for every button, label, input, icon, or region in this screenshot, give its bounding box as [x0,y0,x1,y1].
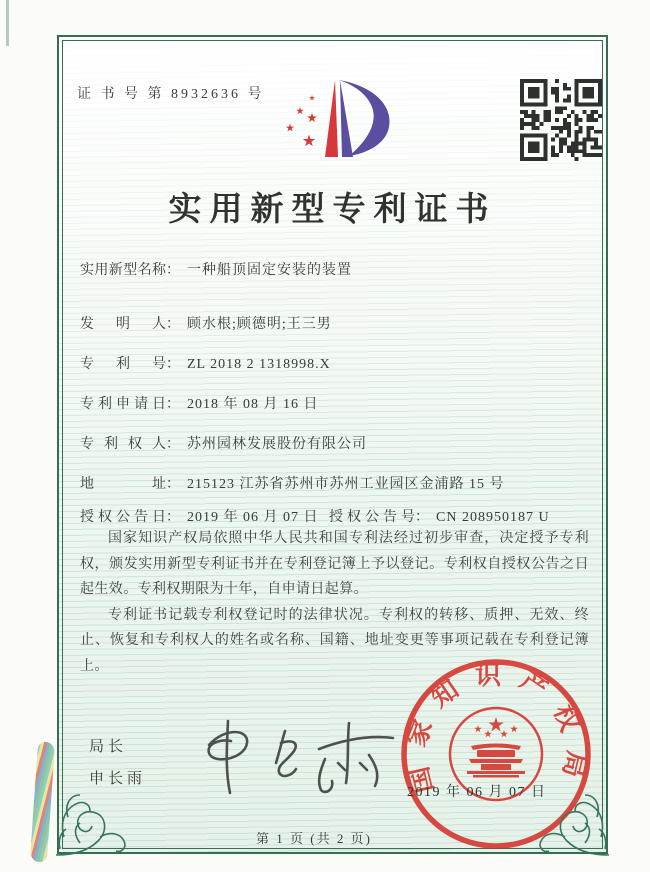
field-filing-date: 专利申请日： 2018 年 08 月 16 日 [80,393,319,413]
field-value: 一种船顶固定安装的装置 [187,263,352,278]
certificate-number: 证 书 号 第 8932636 号 [77,87,265,102]
signature-icon [197,713,417,808]
patent-certificate [57,35,608,854]
seal-date: 2019 年 06 月 07 日 [407,785,547,800]
legal-paragraph-1: 国家知识产权局依照中华人民共和国专利法经过初步审查，决定授予专利权，颁发实用新型专利证书并在专利登记簿上予以登记。专利权自授权公告之日起生效。专利权期限为十年，自申请日起算。 [80,531,589,597]
field-label: 专利权人 [80,437,166,452]
field-label: 发明人 [80,317,166,332]
field-label: 专利号 [80,357,166,372]
certificate-title: 实用新型专利证书 [168,192,497,228]
field-value: 顾水根;顾德明;王三男 [187,317,332,332]
field-value: 2019 年 06 月 07 日 [187,510,319,525]
field-grant-publication-number: 授权公告号： CN 208950187 U [329,506,550,526]
field-value: CN 208950187 U [436,510,550,525]
corner-flourish-icon [54,771,144,857]
field-value: 苏州园林发展股份有限公司 [187,437,367,452]
field-label: 专利申请日 [80,397,166,412]
field-patent-number: 专利号： ZL 2018 2 1318998.X [80,353,331,373]
commissioner-name: 申长雨 [89,771,147,787]
page-footer: 第 1 页 (共 2 页) [256,831,372,846]
cnipa-logo-icon [281,77,401,165]
field-label: 授权公告号 [329,510,415,525]
legal-paragraph-2: 专利证书记载专利权登记时的法律状况。专利权的转移、质押、无效、终止、恢复和专利权人的姓名或名称、国籍、地址变更等事项记载在专利登记簿上。 [80,607,589,674]
field-inventors: 发明人： 顾水根;顾德明;王三男 [80,313,332,333]
field-value: ZL 2018 2 1318998.X [187,357,331,372]
field-label: 地址 [80,477,166,492]
field-patentee: 专利权人： 苏州园林发展股份有限公司 [80,433,367,453]
seal-agency-text: 国家知识产权局 [400,660,592,796]
field-grant-date: 授权公告日： 2019 年 06 月 07 日 授权公告号： CN 208950187 U [80,506,319,526]
scan-edge-artifact [6,0,9,46]
field-value: 215123 江苏省苏州市苏州工业园区金浦路 15 号 [187,477,505,492]
corner-flourish-icon [521,771,611,857]
qr-code-icon [520,79,602,161]
field-address: 地址： 215123 江苏省苏州市苏州工业园区金浦路 15 号 [80,473,505,493]
field-value: 2018 年 08 月 16 日 [187,397,319,412]
commissioner-title: 局长 [89,739,128,755]
field-label: 授权公告日 [80,510,166,525]
field-utility-model-name: 实用新型名称： 一种船顶固定安装的装置 [80,259,352,279]
field-label: 实用新型名称 [80,263,166,278]
ribbon-artifact [30,741,55,864]
